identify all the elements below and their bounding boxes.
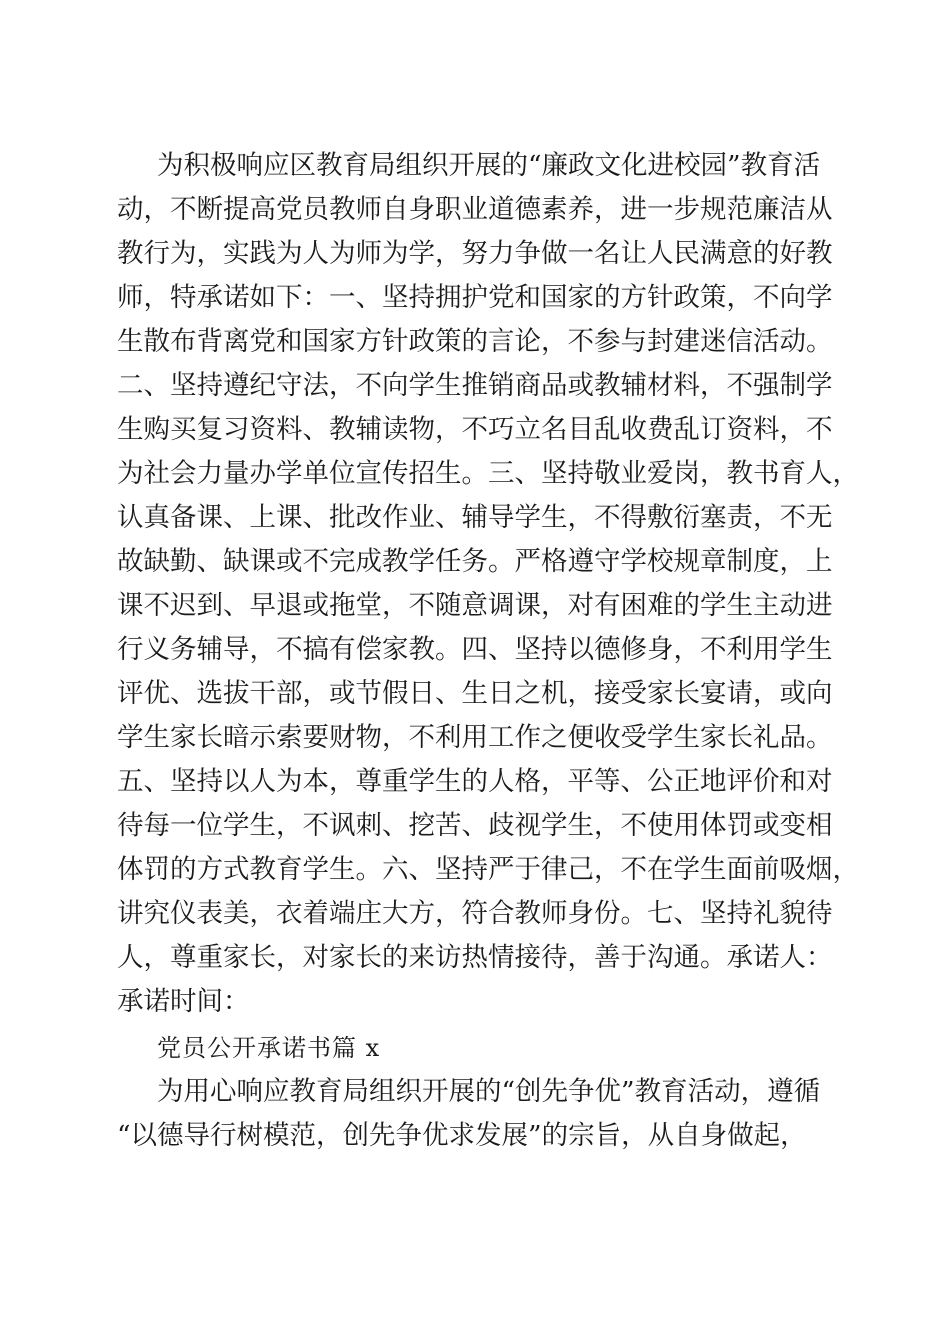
paragraph-1-line-8: 为社会力量办学单位宣传招生。三、坚持敬业爱岗，教书育人， <box>117 458 859 489</box>
paragraph-1-line-19: 人，尊重家长，对家长的来访热情接待，善于沟通。承诺人： <box>117 942 833 973</box>
paragraph-1-line-4: 师，特承诺如下：一、坚持拥护党和国家的方针政策，不向学 <box>117 282 833 313</box>
paragraph-1-line-15: 五、坚持以人为本，尊重学生的人格，平等、公正地评价和对 <box>117 766 833 797</box>
paragraph-1-line-9: 认真备课、上课、批改作业、辅导学生，不得敷衍塞责，不无 <box>117 502 833 533</box>
paragraph-1-line-3: 教行为，实践为人为师为学，努力争做一名让人民满意的好教 <box>117 238 833 269</box>
paragraph-1-line-14: 学生家长暗示索要财物，不利用工作之便收受学生家长礼品。 <box>117 722 833 753</box>
section-title: 党员公开承诺书篇 x <box>157 1034 381 1062</box>
paragraph-1-line-18: 讲究仪表美，衣着端庄大方，符合教师身份。七、坚持礼貌待 <box>117 898 833 929</box>
paragraph-1-line-13: 评优、选拔干部，或节假日、生日之机，接受家长宴请，或向 <box>117 678 833 709</box>
paragraph-1-line-7: 生购买复习资料、教辅读物，不巧立名目乱收费乱订资料，不 <box>117 414 833 445</box>
paragraph-1-line-6: 二、坚持遵纪守法，不向学生推销商品或教辅材料，不强制学 <box>117 370 833 401</box>
paragraph-1-line-1: 为积极响应区教育局组织开展的“廉政文化进校园”教育活 <box>157 150 821 181</box>
paragraph-2-line-2: “以德导行树模范，创先争优求发展”的宗旨，从自身做起， <box>117 1120 807 1151</box>
paragraph-1-line-20: 承诺时间： <box>117 986 250 1017</box>
paragraph-1-line-10: 故缺勤、缺课或不完成教学任务。严格遵守学校规章制度，上 <box>117 546 833 577</box>
paragraph-1-line-2: 动，不断提高党员教师自身职业道德素养，进一步规范廉洁从 <box>117 194 833 225</box>
paragraph-1-line-16: 待每一位学生，不讽刺、挖苦、歧视学生，不使用体罚或变相 <box>117 810 833 841</box>
paragraph-1-line-11: 课不迟到、早退或拖堂，不随意调课，对有困难的学生主动进 <box>117 590 833 621</box>
paragraph-2-line-1: 为用心响应教育局组织开展的“创先争优”教育活动，遵循 <box>157 1076 821 1107</box>
paragraph-1-line-17: 体罚的方式教育学生。六、坚持严于律己，不在学生面前吸烟， <box>117 854 859 885</box>
paragraph-1-line-5: 生散布背离党和国家方针政策的言论，不参与封建迷信活动。 <box>117 326 833 357</box>
paragraph-1-line-12: 行义务辅导，不搞有偿家教。四、坚持以德修身，不利用学生 <box>117 634 833 665</box>
